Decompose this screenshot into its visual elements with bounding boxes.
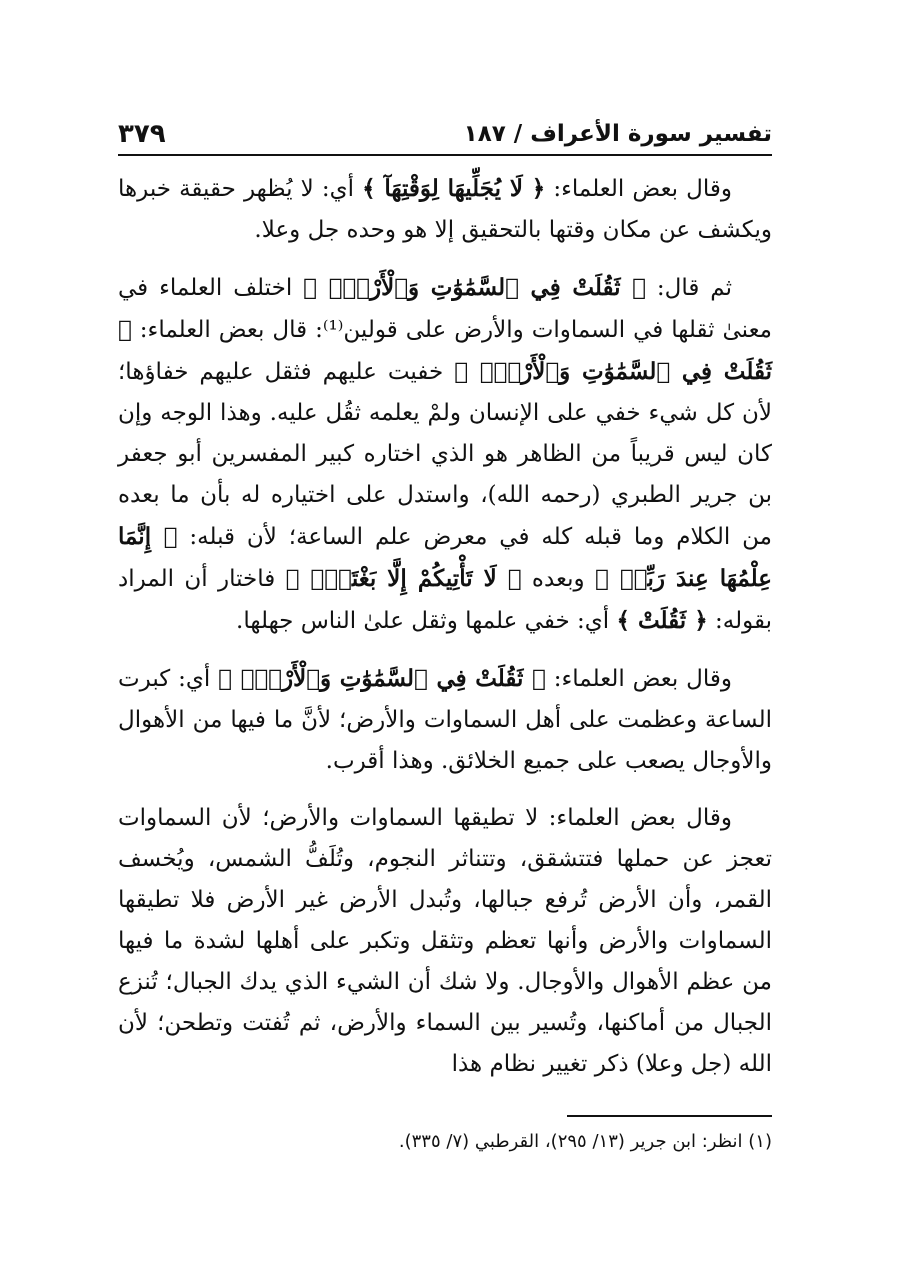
- footnote: (١) انظر: ابن جرير (١٣/ ٢٩٥)، القرطبي (٧/ ٣٣٥).: [398, 1131, 772, 1152]
- footnote-divider: [567, 1115, 772, 1117]
- body-text: [118, 168, 772, 1101]
- quran-verse: ﴿ ثَقُلَتْ فِي ٱلسَّمَٰوَٰتِ وَٱلْأَرْضِۚ ﴾: [218, 665, 546, 692]
- quran-verse: ﴿ ثَقُلَتْ ﴾: [616, 607, 708, 634]
- text-run: وقال بعض العلماء:: [545, 666, 733, 692]
- text-run: أي: كبرت الساعة وعظمت على أهل السماوات والأرض؛ لأنَّ ما فيها من الأهوال والأوجال يصعب على جميع الخلائق. وهذا أقرب.: [118, 666, 772, 774]
- text-run: وقال بعض العلماء:: [545, 176, 733, 202]
- page-header: [118, 108, 772, 156]
- text-run: اختلف العلماء في معنىٰ ثقلها في السماوات والأرض على قولين⁽¹⁾: قال بعض العلماء:: [118, 275, 772, 343]
- quran-verse: ﴿ لَا يُجَلِّيهَا لِوَقْتِهَآ ﴾: [362, 175, 546, 202]
- text-run: خفيت عليهم فثقل عليهم خفاؤها؛ لأن كل شيء خفي على الإنسان ولمْ يعلمه ثقُل عليه. وهذا الوجه وإن كان ليس قريباً من الظاهر هو الذي اختاره كبير المفسرين أبو جعفر بن جرير الطبري (رحمه الله)، واستدل على اختياره له بأن ما بعده من الكلام وما قبله كله في معرض علم الساعة؛ لأن قبله:: [118, 359, 772, 550]
- text-run: ثم قال:: [645, 275, 733, 301]
- running-head: تفسير سورة الأعراف / ١٨٧: [463, 121, 772, 147]
- text-run: وبعده: [521, 566, 595, 592]
- paragraph: [118, 267, 772, 642]
- quran-verse: ﴿ إِنَّمَا عِلْمُهَا عِندَ رَبِّيۖ ﴾: [118, 523, 772, 592]
- text-run: فاختار أن المراد بقوله:: [118, 566, 772, 634]
- quran-verse: ﴿ ثَقُلَتْ فِي ٱلسَّمَٰوَٰتِ وَٱلْأَرْضِۚ ﴾: [303, 274, 646, 301]
- quran-verse: ﴿ لَا تَأْتِيكُمْ إِلَّا بَغْتَةًۗ ﴾: [285, 565, 522, 592]
- page-number: ٣٧٩: [118, 119, 166, 149]
- paragraph: [118, 798, 772, 1085]
- quran-verse: ﴿ ثَقُلَتْ فِي ٱلسَّمَٰوَٰتِ وَٱلْأَرْضِۚ ﴾: [118, 316, 772, 385]
- text-run: أي: لا يُظهر حقيقة خبرها ويكشف عن مكان وقتها بالتحقيق إلا هو وحده جل وعلا.: [118, 176, 772, 243]
- text-run: أي: خفي علمها وثقل علىٰ الناس جهلها.: [236, 608, 617, 634]
- text-run: وقال بعض العلماء: لا تطيقها السماوات والأرض؛ لأن السماوات تعجز عن حملها فتتشقق، وتتناثر النجوم، وتُلَفُّ الشمس، ويُخسف القمر، وأن الأرض تُرفع جبالها، وتُبدل الأرض غير الأرض فلا تطيقها السماوات والأرض وأنها تعظم وتثقل وتكبر على أهلها لشدة ما فيها من عظم الأهوال والأوجال. ولا شك أن الشيء الذي يدك الجبال؛ تُنزع الجبال من أماكنها، وتُسير بين السماء والأرض، ثم تُفتت وتطحن؛ لأن الله (جل وعلا) ذكر تغيير نظام هذا: [118, 805, 772, 1077]
- paragraph: [118, 168, 772, 251]
- paragraph: [118, 658, 772, 782]
